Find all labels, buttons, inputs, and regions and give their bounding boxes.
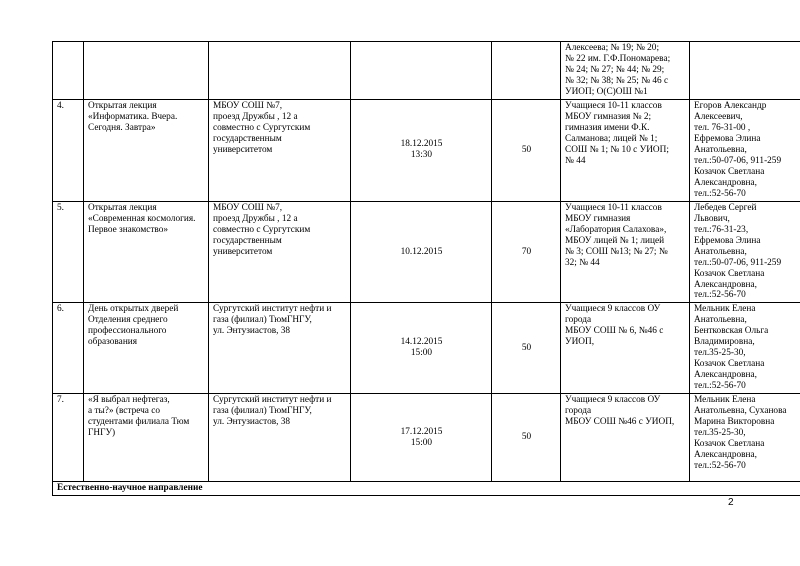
place-line: университетом — [213, 246, 273, 257]
responsible-line: Ефремова Элина — [694, 235, 761, 246]
place-line: проезд Дружбы , 12 а — [213, 111, 298, 122]
responsible-line: Егоров Александр — [694, 101, 767, 111]
responsible-line: Алексеевич, — [694, 111, 743, 122]
place-line: Сургутский институт нефти и — [213, 304, 332, 315]
responsible-line: Александровна, — [694, 450, 757, 461]
cell-num: 6. — [53, 303, 84, 394]
participants-line: № 32; № 38; № 25; № 46 с — [565, 75, 669, 86]
cell-responsible — [690, 303, 800, 394]
participants-line: «Лаборатория Салахова», — [565, 224, 667, 235]
cell-date — [351, 100, 492, 202]
participants-line: Учащиеся 10-11 классов — [565, 101, 662, 111]
cell-responsible — [690, 394, 800, 482]
event-line: профессионального — [88, 326, 167, 337]
cell-place — [209, 42, 351, 100]
cell-event — [84, 303, 209, 394]
cell-date — [351, 201, 492, 303]
events-table — [52, 41, 800, 496]
responsible-line: Анатольевна, — [694, 315, 747, 326]
responsible-line: Александровна, — [694, 279, 757, 290]
cell-count: 70 — [492, 201, 561, 303]
table-row — [53, 201, 800, 303]
cell-date — [351, 42, 492, 100]
responsible-line: Владимировна, — [694, 337, 755, 348]
place-line: Сургутский институт нефти и — [213, 395, 332, 406]
participants-line: Учащиеся 9 классов ОУ — [565, 304, 661, 315]
cell-place — [209, 201, 351, 303]
responsible-line: тел.:52-56-70 — [694, 188, 746, 199]
event-line: «Современная космология. — [88, 213, 196, 224]
responsible-line: тел.35-25-30, — [694, 428, 746, 439]
responsible-line: тел. 76-31-00 , — [694, 122, 751, 133]
responsible-line: Анатольевна, Суханова — [694, 406, 787, 417]
responsible-line: Львович, — [694, 213, 730, 224]
page-number: 2 — [728, 497, 734, 508]
cell-event — [84, 42, 209, 100]
event-line: образования — [88, 337, 138, 348]
participants-line: Салманова; лицей № 1; — [565, 133, 658, 144]
participants-line: МБОУ лицей № 1; лицей — [565, 235, 665, 246]
participants-line: гимназия имени Ф.К. — [565, 122, 650, 133]
participants-line: Учащиеся 10-11 классов — [565, 202, 662, 213]
place-line: МБОУ СОШ №7, — [213, 101, 283, 111]
event-line: Открытая лекция — [88, 202, 157, 213]
place-line: проезд Дружбы , 12 а — [213, 213, 298, 224]
cell-participants — [561, 394, 690, 482]
responsible-line: Ефремова Элина — [694, 133, 761, 144]
cell-count: 50 — [492, 100, 561, 202]
participants-line: Алексеева; № 19; № 20; — [565, 43, 660, 53]
participants-line: города — [565, 406, 592, 417]
cell-responsible — [690, 201, 800, 303]
cell-participants — [561, 100, 690, 202]
place-line: университетом — [213, 144, 273, 155]
place-line: ул. Энтузиастов, 38 — [213, 417, 291, 428]
responsible-line: Анатольевна, — [694, 144, 747, 155]
participants-line: № 44 — [565, 155, 586, 166]
responsible-line: тел.35-25-30, — [694, 348, 746, 359]
cell-num: 4. — [53, 100, 84, 202]
responsible-line: Марина Викторовна — [694, 417, 775, 428]
responsible-line: Лебедев Сергей — [694, 202, 757, 213]
cell-responsible — [690, 42, 800, 100]
event-line: «Я выбрал нефтегаз, — [88, 395, 170, 406]
table-row — [53, 394, 800, 482]
table-body — [53, 42, 800, 496]
participants-line: МБОУ гимназия — [565, 213, 631, 224]
participants-line: СОШ № 1; № 10 с УИОП; — [565, 144, 669, 155]
responsible-line: тел.:52-56-70 — [694, 290, 746, 301]
responsible-line: Мельник Елена — [694, 395, 756, 406]
participants-line: УИОП, — [565, 337, 595, 348]
table-row — [53, 303, 800, 394]
place-line: государственным — [213, 133, 282, 144]
responsible-line: Козачок Светлана — [694, 268, 765, 279]
participants-line: Учащиеся 9 классов ОУ — [565, 395, 661, 406]
cell-date — [351, 303, 492, 394]
date-line: 18.12.2015 — [400, 139, 443, 150]
responsible-line: Анатольевна, — [694, 246, 747, 257]
responsible-line: тел.:50-07-06, 911-259 — [694, 257, 782, 268]
place-line: газа (филиал) ТюмГНГУ, — [213, 315, 312, 326]
event-line: ГНГУ) — [88, 428, 116, 439]
responsible-line: Козачок Светлана — [694, 439, 765, 450]
cell-participants — [561, 42, 690, 100]
event-line: День открытых дверей — [88, 304, 179, 315]
responsible-line: тел.:52-56-70 — [694, 381, 746, 392]
section-row — [53, 482, 800, 496]
cell-count: 50 — [492, 303, 561, 394]
table-row — [53, 42, 800, 100]
participants-line: МБОУ гимназия № 2; — [565, 111, 652, 122]
participants-line: № 22 им. Г.Ф.Пономарева; — [565, 53, 671, 64]
cell-place — [209, 100, 351, 202]
place-line: совместно с Сургутским — [213, 224, 311, 235]
cell-event — [84, 201, 209, 303]
responsible-line: тел.:50-07-06, 911-259 — [694, 155, 782, 166]
cell-num: 5. — [53, 201, 84, 303]
place-line: ул. Энтузиастов, 38 — [213, 326, 291, 337]
responsible-line: Козачок Светлана — [694, 166, 765, 177]
event-line: Отделения среднего — [88, 315, 168, 326]
participants-line: № 3; СОШ №13; № 27; № — [565, 246, 668, 257]
event-line: а ты?» (встреча со — [88, 406, 161, 417]
participants-line: города — [565, 315, 592, 326]
responsible-line: Козачок Светлана — [694, 359, 765, 370]
event-line: студентами филиала Тюм — [88, 417, 190, 428]
cell-participants — [561, 201, 690, 303]
place-line: газа (филиал) ТюмГНГУ, — [213, 406, 312, 417]
cell-count: 50 — [492, 394, 561, 482]
participants-line: 32; № 44 — [565, 257, 600, 268]
event-line: «Информатика. Вчера. — [88, 111, 178, 122]
cell-event — [84, 100, 209, 202]
responsible-line: Александровна, — [694, 177, 757, 188]
place-line: совместно с Сургутским — [213, 122, 311, 133]
date-line: 15:00 — [410, 348, 433, 359]
responsible-line: Бентковская Ольга — [694, 326, 769, 337]
cell-place — [209, 303, 351, 394]
participants-line: УИОП; О(С)ОШ №1 — [565, 86, 648, 97]
cell-event — [84, 394, 209, 482]
cell-num — [53, 42, 84, 100]
participants-line: № 24; № 27; № 44; № 29; — [565, 64, 665, 75]
date-line: 14.12.2015 — [400, 337, 443, 348]
date-line: 10.12.2015 — [400, 246, 443, 257]
responsible-line: Мельник Елена — [694, 304, 756, 315]
cell-participants — [561, 303, 690, 394]
date-line: 13:30 — [410, 150, 433, 161]
cell-date — [351, 394, 492, 482]
cell-place — [209, 394, 351, 482]
place-line: МБОУ СОШ №7, — [213, 202, 283, 213]
responsible-line: тел.:76-31-23, — [694, 224, 749, 235]
event-line: Открытая лекция — [88, 101, 157, 111]
responsible-line: Александровна, — [694, 370, 757, 381]
event-line: Сегодня. Завтра» — [88, 122, 156, 133]
responsible-line: тел.:52-56-70 — [694, 461, 746, 471]
cell-num: 7. — [53, 394, 84, 482]
place-line: государственным — [213, 235, 282, 246]
date-line: 17.12.2015 — [400, 426, 443, 437]
cell-responsible — [690, 100, 800, 202]
participants-line: МБОУ СОШ №46 с УИОП, — [565, 417, 675, 428]
event-line: Первое знакомство» — [88, 224, 169, 235]
section-title: Естественно-научное направление — [53, 482, 800, 496]
cell-count — [492, 42, 561, 100]
date-line: 15:00 — [410, 437, 433, 448]
participants-line: МБОУ СОШ № 6, №46 с — [565, 326, 664, 337]
table-row — [53, 100, 800, 202]
